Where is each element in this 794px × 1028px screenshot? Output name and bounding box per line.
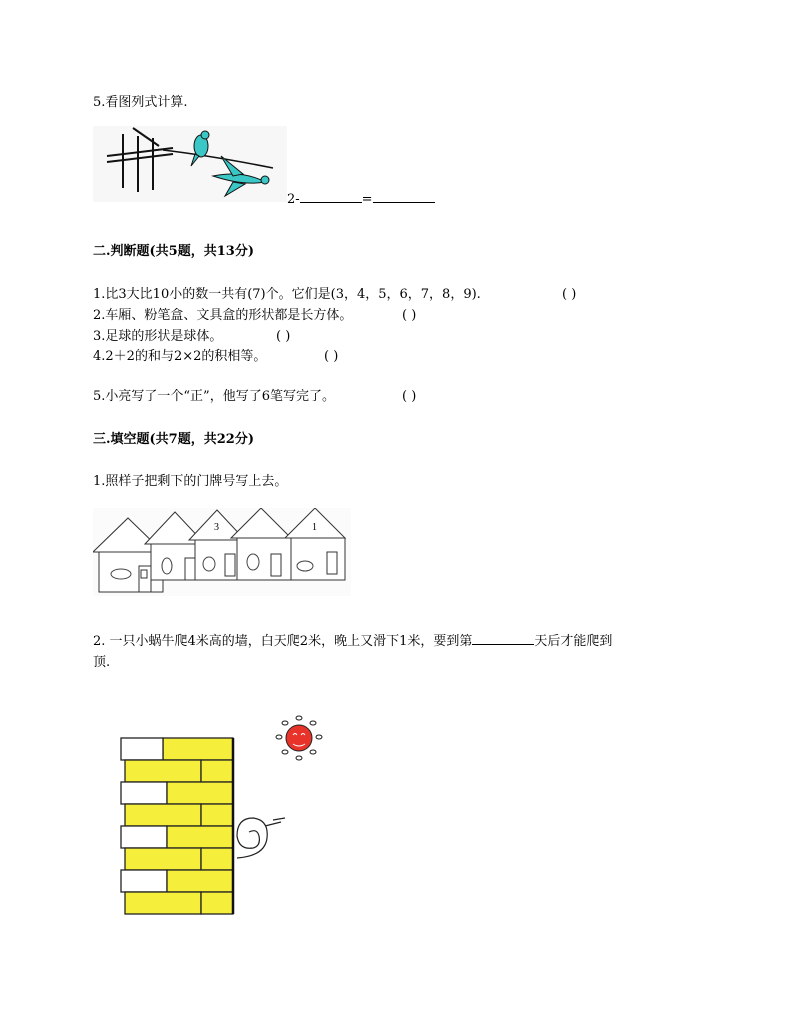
sun-icon <box>276 716 322 760</box>
houses-illustration <box>93 508 351 596</box>
judge-paren-4[interactable]: ( ) <box>324 349 339 364</box>
snail-icon <box>237 818 285 858</box>
fill-item-2-text: 2. 一只小蜗牛爬4米高的墙，白天爬2米，晚上又滑下1米，要到第 <box>93 634 473 649</box>
judge-item-1: 1.比3大比10小的数一共有(7)个。它们是(3，4，5，6，7，8，9). <box>93 287 481 302</box>
judge-item-4: 4.2＋2的和与2×2的积相等。 <box>93 349 267 364</box>
question-title: 5.看图列式计算. <box>93 95 188 110</box>
fill-item-2 <box>93 632 612 650</box>
fill-item-2-text-end: 天后才能爬到 <box>534 634 613 649</box>
judge-item-5: 5.小亮写了一个“正”，他写了6笔写完了。 <box>93 389 335 404</box>
fill-item-2-line2: 顶. <box>93 655 111 670</box>
judge-paren-5[interactable]: ( ) <box>402 389 417 404</box>
judge-paren-3[interactable]: ( ) <box>276 329 291 344</box>
formula-prefix: 2- <box>287 192 300 207</box>
house-number-1: 1 <box>312 522 317 533</box>
answer-blank-2[interactable] <box>373 190 435 203</box>
formula-equals: = <box>361 192 373 207</box>
days-answer-blank[interactable] <box>472 632 534 645</box>
judge-paren-2[interactable]: ( ) <box>402 308 417 323</box>
judge-item-3: 3.足球的形状是球体。 <box>93 329 223 344</box>
formula <box>287 190 435 208</box>
section-heading: 三.填空题(共7题，共22分) <box>93 432 254 447</box>
birds-illustration <box>93 126 287 202</box>
judge-item-2: 2.车厢、粉笔盒、文具盒的形状都是长方体。 <box>93 308 353 323</box>
fill-item-1: 1.照样子把剩下的门牌号写上去。 <box>93 474 288 489</box>
judge-paren-1[interactable]: ( ) <box>562 287 577 302</box>
wall-snail-illustration <box>115 708 355 918</box>
section-heading: 二.判断题(共5题，共13分) <box>93 244 254 259</box>
house-number-3: 3 <box>214 522 219 533</box>
answer-blank-1[interactable] <box>300 190 362 203</box>
